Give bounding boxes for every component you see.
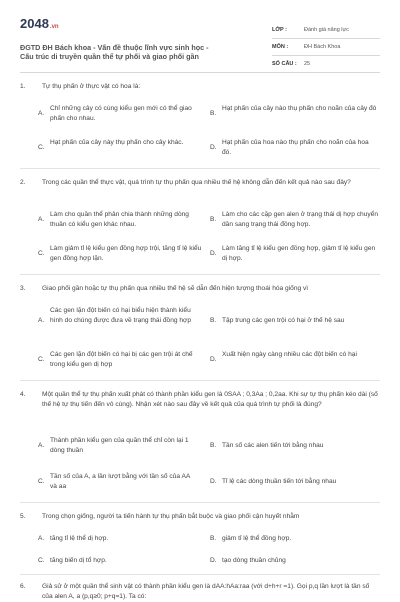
header-divider xyxy=(20,72,380,73)
document-page: 2048.vn ĐGTD ĐH Bách khoa - Vấn đề thuộc lĩnh vực sinh học - Cấu trúc di truyền quần thể tự phối và giao phối gần LỚP : Đánh giá năng lực MÔN : ĐH Bách Khoa SỐ CÂU : 25 1. Tự thụ phấn ở thực vật có hoa là: A. Chỉ những cây có cùng kiểu gen mới có thể giao phấn cho nhau. B. Hạt phấn của cây nào thụ phấn cho noãn của cây đó C. Hạt phấn của cây này thụ phấn cho cây khác. D. Hạt phấn của hoa nào thụ phấn cho noãn của hoa đó. 2. Trong các quần thể thực vật, quá trình tự thụ phấn qua nhiều thế hệ không dẫn đến kết quả nào sau đây? A. Làm cho quần thể phân chia thành những dòng thuần có kiểu gen khác nhau. B. Làm cho các cặp gen alen ở trạng thái dị hợp chuyển dần sang trạng thái đồng hợp. C. Làm giảm tỉ lệ kiểu gen đồng hợp trội, tăng tỉ lệ kiểu gen đồng hợp lặn. D. Làm tăng tỉ lệ kiểu gen đồng hợp, giảm tỉ lệ kiểu gen dị hợp. 3. Giao phối gần hoặc tự thụ phấn qua nhiều thế hệ sẽ dẫn đến hiện tượng thoái hóa giống vì A. Các gen lặn đột biến có hại biểu hiện thành kiểu hình do chúng được đưa về trạng thái đồng hợp B. Tập trung các gen trội có hại ở thế hệ sau C. Các gen lặn đột biến có hại bị các gen trội át chế trong kiểu gen dị hợp D. Xuất hiện ngày càng nhiều các đột biến có hại 4. Một quần thể tự thụ phấn xuất phát có thành phần kiểu gen là 0SAA ; 0,3Aa ; 0,2aa. Khi sự tự thụ phấn kéo dài (số thế hệ tự thụ tiến đến vô cùng). Nhận xét nào sau đây về kết quả của quá trình tự phối là đúng? A. Thành phần kiểu gen của quần thể chỉ còn lại 1 dòng thuần B. Tần số các alen tiến tới bằng nhau C. Tần số của A, a lần lượt bằng với tần số của AA và aa D. Tỉ lệ các dòng thuần tiến tới bằng nhau 5. Trong chọn giống, người ta tiến hành tự thụ phấn bắt buộc và giao phối cận huyết nhằm A. tăng tỉ lệ thể dị hợp. B. giảm tỉ lệ thể đồng hợp. C. tăng biến dị tổ hợp. D. tạo dòng thuần chủng 6. Giả sử ở một quần thể sinh vật có thành phần kiểu gen là dAA:hAa:raa (với d+h+r =1). Gọi p,q lần lượt là tần số của alen A, a (p,q≥0; p+q=1). Ta có: xyxy=(0,0,400,600)
document-header xyxy=(20,12,380,67)
question-divider xyxy=(20,168,380,169)
meta-table xyxy=(272,22,380,73)
question-divider xyxy=(20,274,380,275)
meta-row-class: LỚP : Đánh giá năng lực xyxy=(272,22,380,39)
question-divider xyxy=(20,574,380,575)
document-title: ĐGTD ĐH Bách khoa - Vấn đề thuộc lĩnh vực sinh học - Cấu trúc di truyền quần thể tự phối và giao phối gần xyxy=(20,43,209,62)
logo[interactable]: 2048.vn xyxy=(20,16,59,31)
meta-row-subject: MÔN : ĐH Bách Khoa xyxy=(272,39,380,56)
question-divider xyxy=(20,380,380,381)
meta-row-count: SỐ CÂU : 25 xyxy=(272,56,380,73)
question-divider xyxy=(20,502,380,503)
